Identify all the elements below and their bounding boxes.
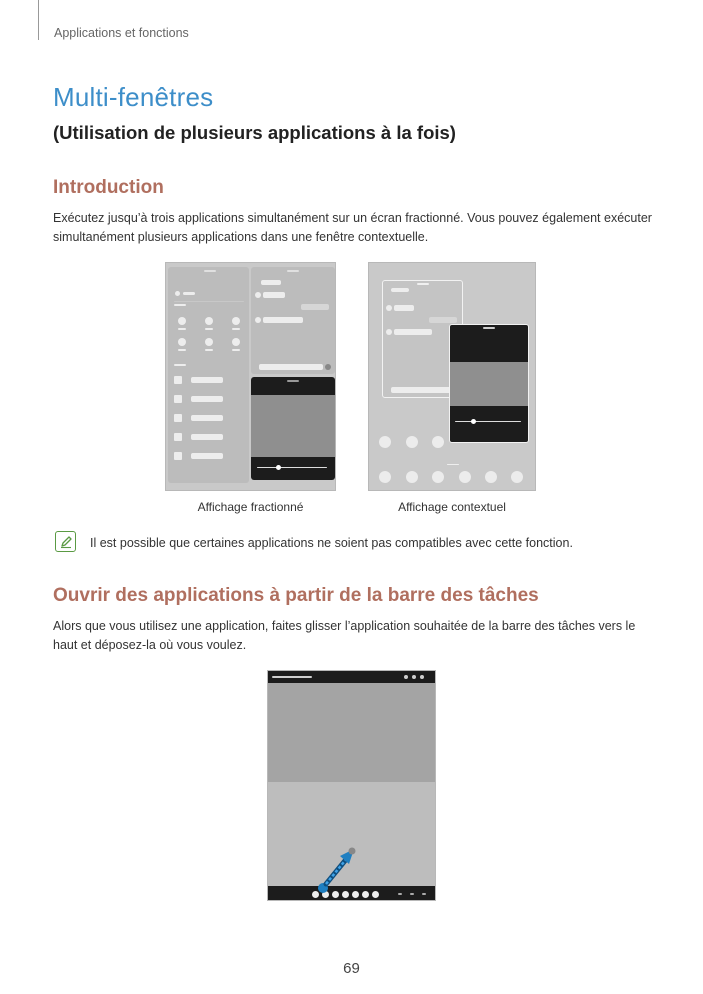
drag-arrow-icon <box>268 671 436 901</box>
header-rule <box>38 0 39 40</box>
page-title: Multi-fenêtres <box>53 82 214 112</box>
running-header: Applications et fonctions <box>54 26 189 40</box>
note-pencil-icon <box>55 531 76 552</box>
page-number: 69 <box>343 960 360 977</box>
taskbar-drag-illustration <box>267 670 436 901</box>
split-view-illustration <box>165 262 336 491</box>
page-subtitle: (Utilisation de plusieurs applications à la fois) <box>53 122 456 143</box>
taskbar-section-paragraph: Alors que vous utilisez une application, faites glisser l’application souhaitée de la barre des tâches vers le haut et déposez-la où vous voulez. <box>53 619 636 652</box>
popup-view-caption: Affichage contextuel <box>398 500 506 514</box>
right-top-app-pane <box>251 267 335 374</box>
popup-view-illustration <box>368 262 536 491</box>
intro-heading: Introduction <box>53 177 164 198</box>
left-app-pane <box>168 267 249 483</box>
right-bottom-video-pane <box>251 377 335 480</box>
split-view-caption: Affichage fractionné <box>197 500 304 514</box>
intro-paragraph: Exécutez jusqu’à trois applications simultanément sur un écran fractionné. Vous pouvez également exécuter simultanément plusieurs applications dans une fenêtre contextuelle. <box>53 211 652 244</box>
note-text: Il est possible que certaines applications ne soient pas compatibles avec cette fonction. <box>90 536 573 550</box>
popup-video-window <box>449 324 529 443</box>
taskbar-section-heading: Ouvrir des applications à partir de la barre des tâches <box>53 585 539 606</box>
